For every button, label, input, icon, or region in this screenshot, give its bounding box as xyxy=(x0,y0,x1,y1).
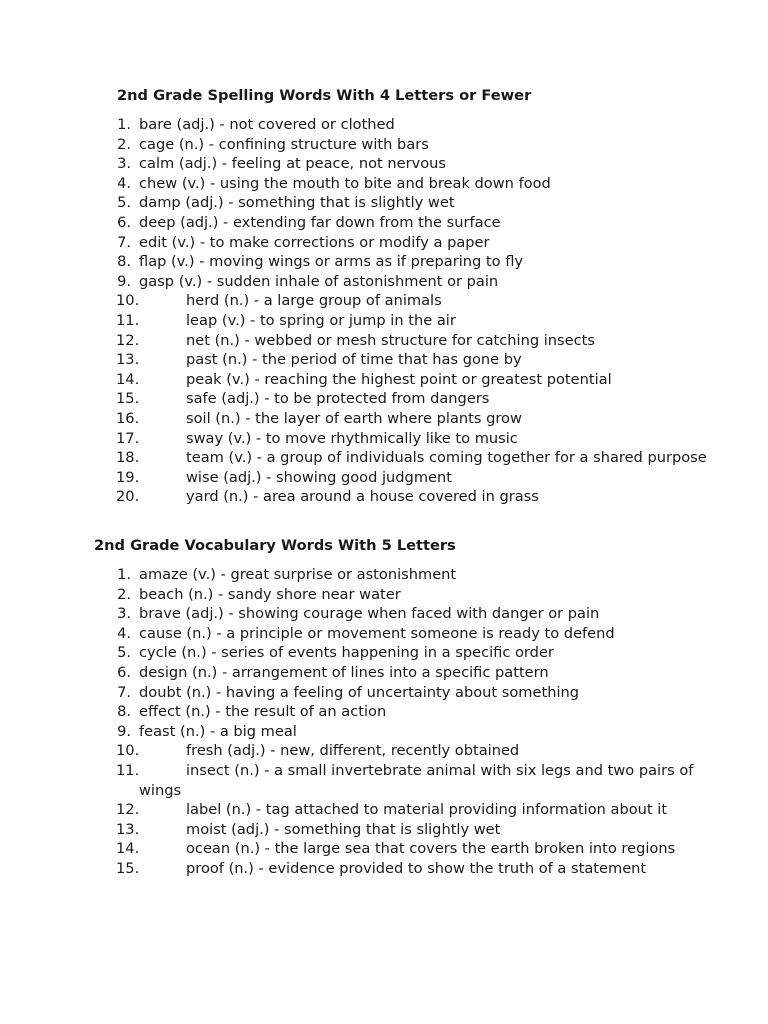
list-item xyxy=(0,115,768,135)
list-item xyxy=(0,370,768,390)
list-item xyxy=(0,468,768,488)
list-item-text: net (n.) - webbed or mesh structure for catching insects xyxy=(186,331,595,349)
list-item-text: feast (n.) - a big meal xyxy=(139,722,297,740)
list-item-number: 5. xyxy=(117,644,131,662)
list-item-text: sway (v.) - to move rhythmically like to music xyxy=(186,429,518,447)
list-item-text: bare (adj.) - not covered or clothed xyxy=(139,116,395,133)
list-item xyxy=(0,448,768,468)
list-item xyxy=(0,565,768,585)
list-item-text: insect (n.) - a small invertebrate animal with six legs and two pairs of wings xyxy=(139,761,694,799)
list-item-text: ocean (n.) - the large sea that covers the earth broken into regions xyxy=(186,840,676,858)
list-item-text: amaze (v.) - great surprise or astonishment xyxy=(139,566,457,583)
list-item-text: chew (v.) - using the mouth to bite and break down food xyxy=(139,174,551,192)
list-item-number: 14. xyxy=(116,840,140,858)
list-item-text: deep (adj.) - extending far down from the surface xyxy=(139,213,501,231)
list-item-text: cage (n.) - confining structure with bars xyxy=(139,135,429,153)
list-item-number: 7. xyxy=(117,683,131,701)
list-item xyxy=(0,741,768,761)
list-item-number: 13. xyxy=(116,820,140,838)
list-item xyxy=(0,135,768,155)
list-item-number: 17. xyxy=(116,429,140,447)
list-item-text: label (n.) - tag attached to material providing information about it xyxy=(186,801,668,819)
list-item xyxy=(0,331,768,351)
list-item xyxy=(0,272,768,292)
section-heading-spelling: 2nd Grade Spelling Words With 4 Letters or Fewer xyxy=(117,87,532,104)
list-item-number: 8. xyxy=(117,253,131,271)
list-item xyxy=(0,624,768,644)
list-item-text: brave (adj.) - showing courage when faced with danger or pain xyxy=(139,605,600,623)
list-item xyxy=(0,663,768,683)
list-item xyxy=(0,154,768,174)
list-item-number: 4. xyxy=(117,174,131,192)
list-item-number: 12. xyxy=(116,331,140,349)
list-item-number: 1. xyxy=(117,566,131,583)
vocabulary-word-list xyxy=(0,565,768,879)
list-item-text: effect (n.) - the result of an action xyxy=(139,703,387,721)
list-item-number: 4. xyxy=(117,624,131,642)
list-item-number: 10. xyxy=(116,742,140,760)
list-item-number: 1. xyxy=(117,116,131,133)
list-item xyxy=(0,311,768,331)
list-item-text: peak (v.) - reaching the highest point or greatest potential xyxy=(186,370,612,388)
list-item xyxy=(0,683,768,703)
list-item-text: cause (n.) - a principle or movement someone is ready to defend xyxy=(139,624,615,642)
list-item-text: gasp (v.) - sudden inhale of astonishment or pain xyxy=(139,272,499,290)
list-item-text: design (n.) - arrangement of lines into a specific pattern xyxy=(139,663,549,681)
list-item-text: yard (n.) - area around a house covered in grass xyxy=(186,488,539,506)
list-item-number: 20. xyxy=(116,488,140,506)
list-item xyxy=(0,350,768,370)
list-item-number: 11. xyxy=(116,761,140,779)
list-item xyxy=(0,409,768,429)
list-item xyxy=(0,585,768,605)
list-item xyxy=(0,252,768,272)
list-item xyxy=(0,859,768,879)
list-item-number: 9. xyxy=(117,272,131,290)
list-item xyxy=(0,487,768,507)
list-item-text: edit (v.) - to make corrections or modify a paper xyxy=(139,233,490,251)
list-item-number: 6. xyxy=(117,213,131,231)
list-item-number: 19. xyxy=(116,468,140,486)
list-item-number: 14. xyxy=(116,370,140,388)
list-item xyxy=(0,429,768,449)
list-item-number: 16. xyxy=(116,409,140,427)
list-item-text: calm (adj.) - feeling at peace, not nervous xyxy=(139,155,447,173)
list-item-number: 15. xyxy=(116,859,140,877)
list-item-text: doubt (n.) - having a feeling of uncertainty about something xyxy=(139,683,580,701)
list-item-text: past (n.) - the period of time that has gone by xyxy=(186,351,522,369)
list-item xyxy=(0,291,768,311)
list-item-number: 8. xyxy=(117,703,131,721)
list-item-text: cycle (n.) - series of events happening in a specific order xyxy=(139,644,554,662)
list-item-text: damp (adj.) - something that is slightly wet xyxy=(139,194,455,212)
list-item xyxy=(0,643,768,663)
list-item xyxy=(0,702,768,722)
list-item-number: 7. xyxy=(117,233,131,251)
list-item-text: leap (v.) - to spring or jump in the air xyxy=(186,311,456,329)
list-item-text: fresh (adj.) - new, different, recently obtained xyxy=(186,742,520,760)
list-item-number: 13. xyxy=(116,351,140,369)
list-item-text: team (v.) - a group of individuals coming together for a shared purpose xyxy=(186,449,707,467)
list-item-text: proof (n.) - evidence provided to show the truth of a statement xyxy=(186,859,647,877)
section-heading-vocabulary: 2nd Grade Vocabulary Words With 5 Letters xyxy=(94,537,456,554)
list-item-text: herd (n.) - a large group of animals xyxy=(186,292,442,310)
list-item-text: flap (v.) - moving wings or arms as if preparing to fly xyxy=(139,253,524,271)
list-item-text: wise (adj.) - showing good judgment xyxy=(186,468,452,486)
list-item-number: 2. xyxy=(117,585,131,603)
list-item xyxy=(0,174,768,194)
list-item-number: 3. xyxy=(117,605,131,623)
spelling-word-list xyxy=(0,115,768,507)
list-item-text: moist (adj.) - something that is slightly wet xyxy=(186,820,501,838)
list-item-number: 9. xyxy=(117,722,131,740)
list-item xyxy=(0,761,768,800)
list-item-number: 12. xyxy=(116,801,140,819)
list-item-number: 3. xyxy=(117,155,131,173)
list-item-number: 15. xyxy=(116,390,140,408)
list-item-number: 18. xyxy=(116,449,140,467)
list-item xyxy=(0,839,768,859)
list-item-number: 6. xyxy=(117,663,131,681)
list-item xyxy=(0,389,768,409)
list-item-number: 5. xyxy=(117,194,131,212)
list-item-text: safe (adj.) - to be protected from dangers xyxy=(186,390,490,408)
list-item xyxy=(0,800,768,820)
list-item xyxy=(0,193,768,213)
list-item xyxy=(0,213,768,233)
list-item-number: 10. xyxy=(116,292,140,310)
list-item-text: beach (n.) - sandy shore near water xyxy=(139,585,401,603)
list-item-number: 2. xyxy=(117,135,131,153)
list-item xyxy=(0,233,768,253)
list-item xyxy=(0,722,768,742)
list-item xyxy=(0,820,768,840)
list-item-text: soil (n.) - the layer of earth where plants grow xyxy=(186,409,522,427)
list-item xyxy=(0,604,768,624)
list-item-number: 11. xyxy=(116,311,140,329)
